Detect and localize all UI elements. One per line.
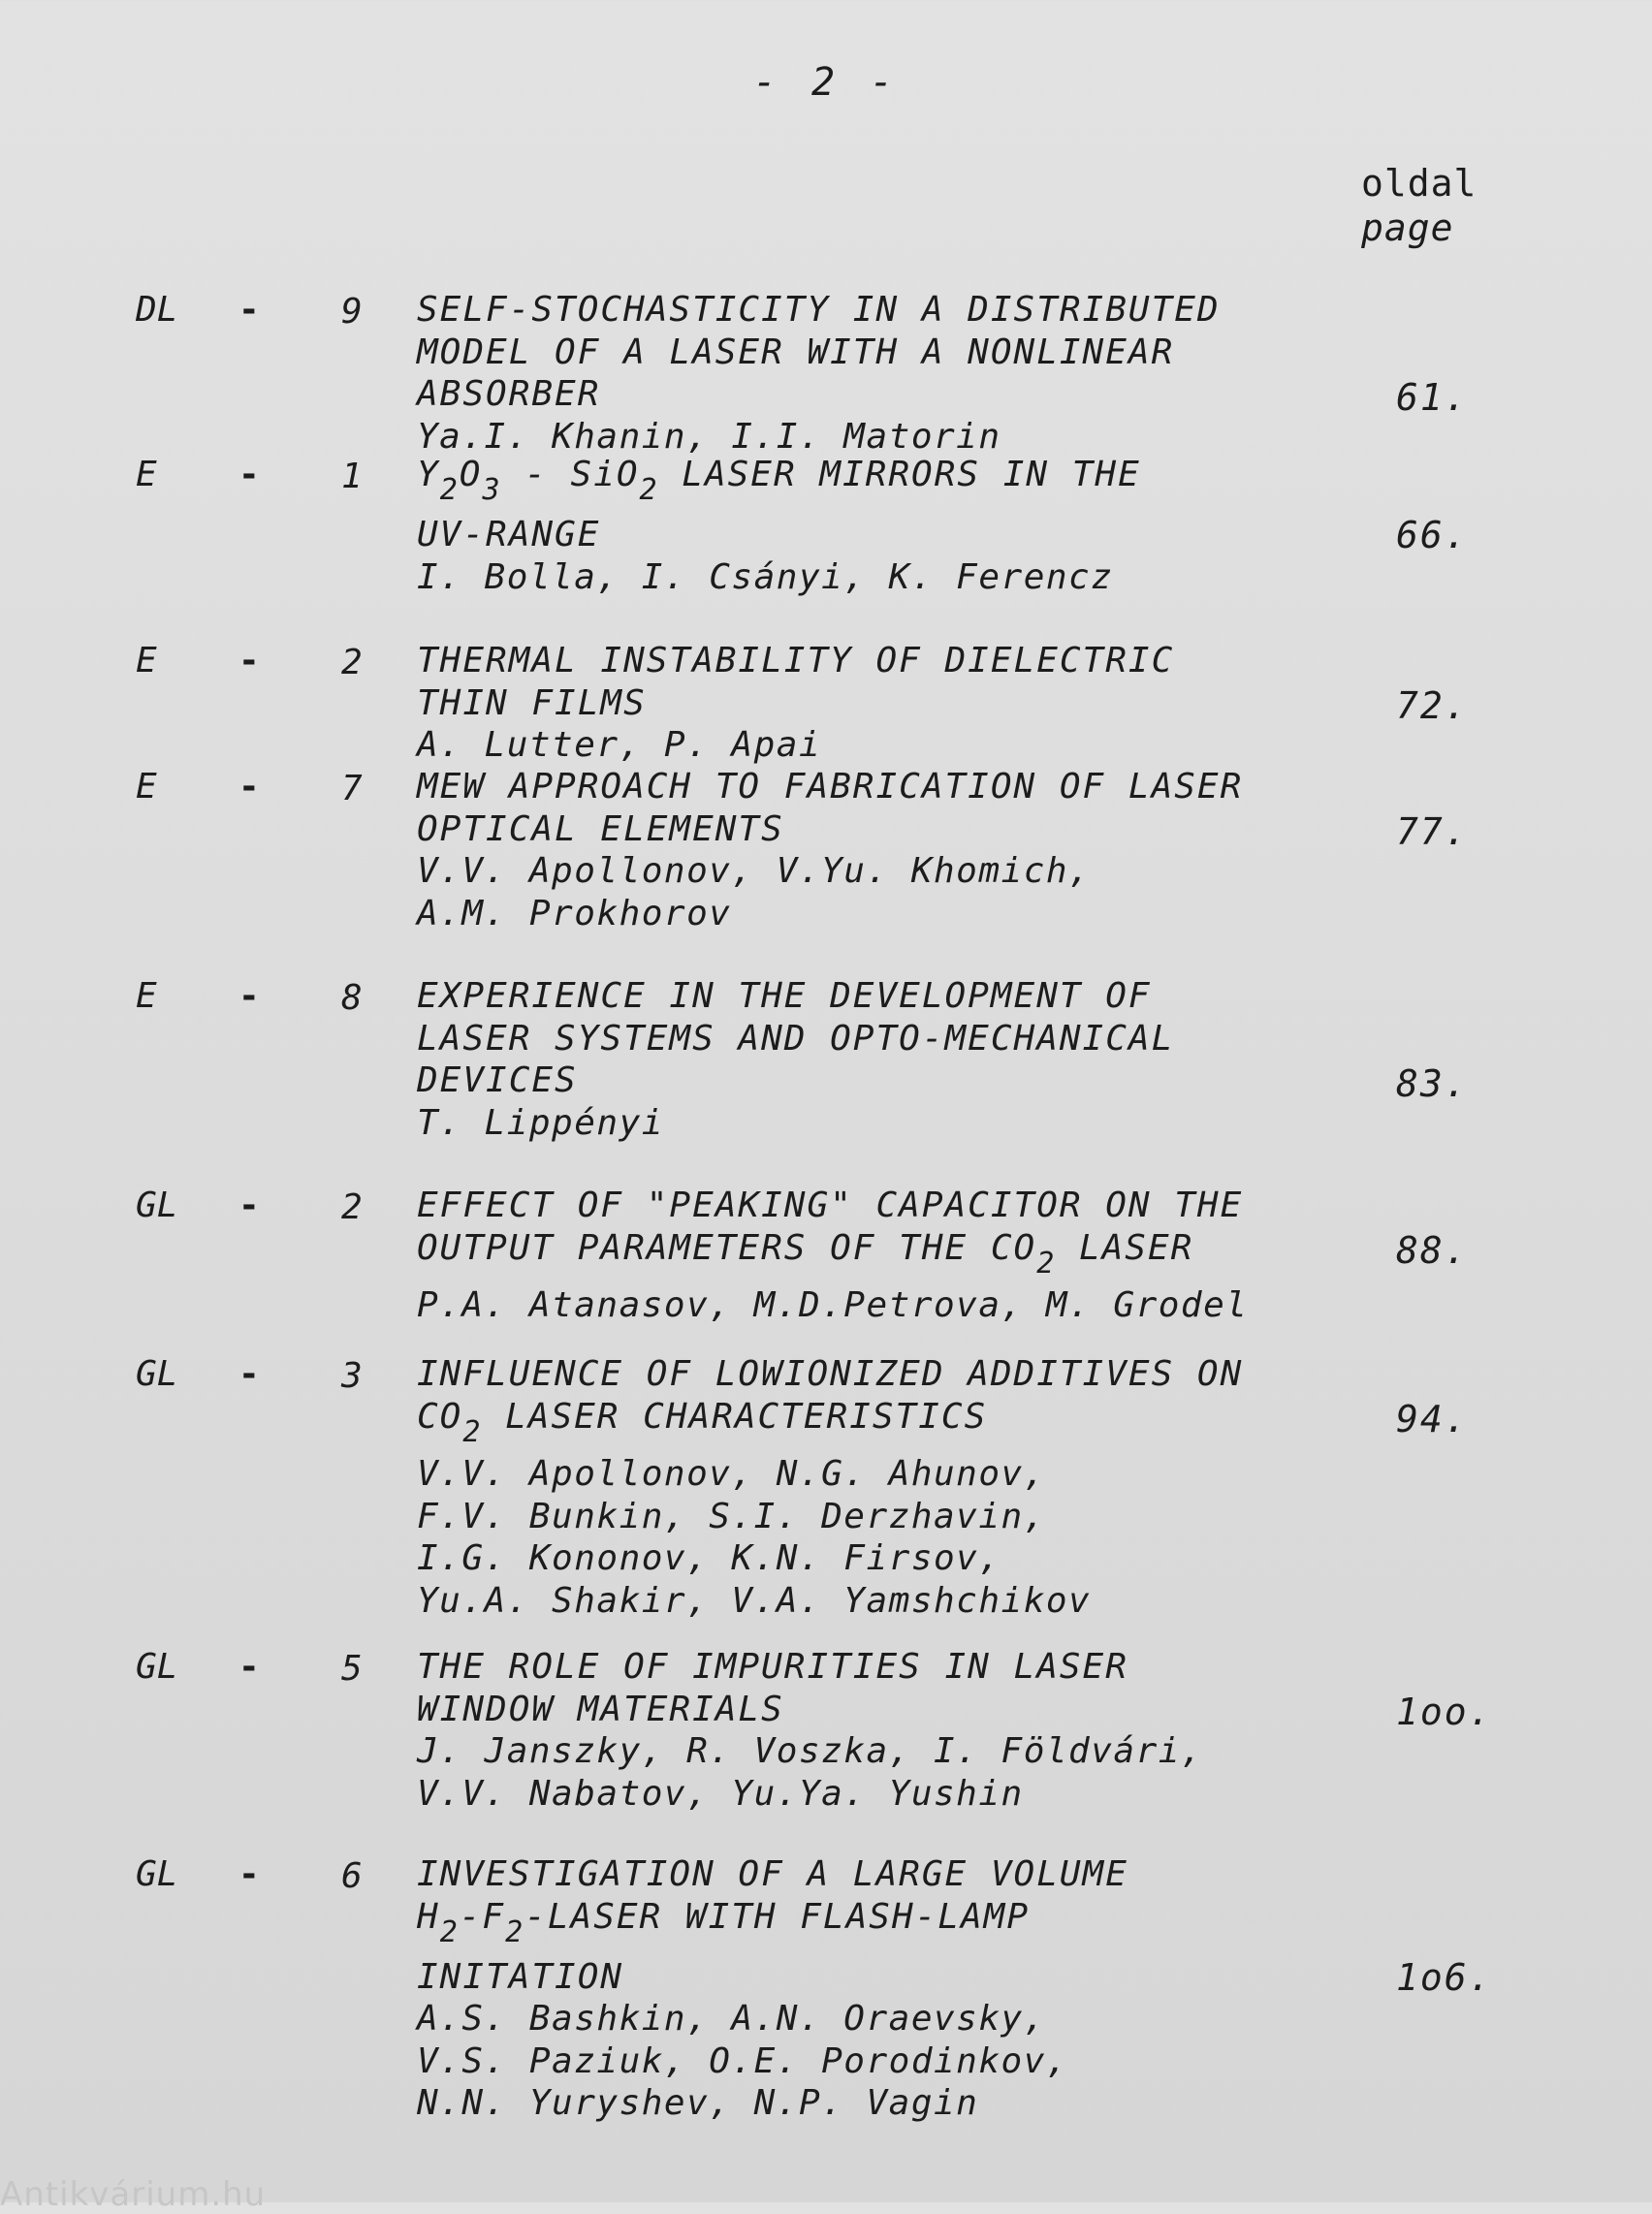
entry-title-line: INVESTIGATION OF A LARGE VOLUME: [417, 1854, 1128, 1894]
entry-authors: A.S. Bashkin, A.N. Oraevsky,: [417, 1999, 1046, 2039]
entry-number: 2: [341, 1187, 363, 1227]
entry-authors: P.A. Atanasov, M.D.Petrova, M. Grodel: [417, 1285, 1249, 1325]
entry-authors: V.S. Paziuk, O.E. Porodinkov,: [417, 2040, 1069, 2081]
entry-title-line: LASER SYSTEMS AND OPTO-MECHANICAL: [417, 1018, 1175, 1059]
entry-authors: Ya.I. Khanin, I.I. Matorin: [417, 416, 1001, 457]
entry-number: 7: [341, 769, 363, 808]
entry-code: E: [136, 455, 157, 494]
entry-code: E: [136, 767, 157, 807]
entry-page: 77.: [1396, 810, 1469, 853]
entry-code: DL: [136, 290, 178, 330]
entry-page: 61.: [1396, 376, 1469, 419]
entry-page: 1o6.: [1396, 1956, 1493, 1999]
entry-number: 2: [341, 643, 363, 682]
entry-title-formula-line: $Y_2O_3 - SiO_2$ LASER MIRRORS IN THE: [417, 455, 1141, 507]
entry-page: 94.: [1396, 1398, 1469, 1440]
entry-title-line: UV-RANGE: [417, 515, 601, 554]
entry-dash: -: [238, 767, 260, 807]
entry-number: 1: [341, 457, 363, 496]
entry-dash: -: [238, 290, 260, 330]
entry-title-line: INITATION: [417, 1956, 624, 1997]
entry-title-line: THIN FILMS: [417, 682, 647, 723]
entry-page: 72.: [1396, 684, 1469, 727]
entry-authors: T. Lippényi: [417, 1102, 664, 1143]
entry-authors: Yu.A. Shakir, V.A. Yamshchikov: [417, 1580, 1092, 1621]
entry-title-line: MEW APPROACH TO FABRICATION OF LASER: [417, 767, 1244, 807]
entry-code: GL: [136, 1647, 178, 1687]
entry-page: 88.: [1396, 1229, 1469, 1272]
entry-title-line: SELF-STOCHASTICITY IN A DISTRIBUTED: [417, 290, 1221, 330]
entry-authors: V.V. Apollonov, N.G. Ahunov,: [417, 1454, 1046, 1494]
page-number: - 2 -: [752, 60, 900, 105]
entry-code: E: [136, 641, 157, 680]
page-label-english: page: [1361, 206, 1454, 249]
entry-page: 1oo.: [1396, 1691, 1493, 1733]
entry-title-line: THE ROLE OF IMPURITIES IN LASER: [417, 1647, 1128, 1687]
entry-code: GL: [136, 1186, 178, 1225]
entry-title-line: WINDOW MATERIALS: [417, 1689, 784, 1729]
entry-number: 9: [341, 292, 363, 332]
entry-authors: I. Bolla, I. Csányi, K. Ferencz: [417, 556, 1114, 597]
entry-dash: -: [238, 1854, 260, 1894]
page-label-hungarian: oldal: [1361, 162, 1477, 205]
entry-dash: -: [238, 455, 260, 494]
entry-dash: -: [238, 1186, 260, 1225]
entry-title-line: OPTICAL ELEMENTS: [417, 808, 784, 849]
entry-authors: I.G. Kononov, K.N. Firsov,: [417, 1538, 1001, 1578]
entry-dash: -: [238, 1647, 260, 1687]
entry-title-formula-line: $CO_2$ LASER CHARACTERISTICS: [417, 1396, 988, 1449]
entry-code: GL: [136, 1854, 178, 1894]
entry-authors: J. Janszky, R. Voszka, I. Földvári,: [417, 1731, 1204, 1771]
entry-number: 3: [341, 1356, 363, 1396]
entry-dash: -: [238, 1354, 260, 1394]
entry-dash: -: [238, 641, 260, 680]
entry-authors: V.V. Nabatov, Yu.Ya. Yushin: [417, 1773, 1024, 1814]
entry-dash: -: [238, 976, 260, 1016]
entry-title-line: DEVICES: [417, 1060, 578, 1100]
entry-authors: A.M. Prokhorov: [417, 893, 732, 933]
entry-title-formula-line: OUTPUT PARAMETERS OF THE $CO_2$ LASER: [417, 1227, 1194, 1281]
entry-authors: V.V. Apollonov, V.Yu. Khomich,: [417, 851, 1092, 891]
entry-title-line: EFFECT OF "PEAKING" CAPACITOR ON THE: [417, 1186, 1244, 1225]
entry-authors: A. Lutter, P. Apai: [417, 725, 822, 765]
entry-title-line: EXPERIENCE IN THE DEVELOPMENT OF: [417, 976, 1152, 1016]
entry-title-line: INFLUENCE OF LOWIONIZED ADDITIVES ON: [417, 1354, 1244, 1394]
entry-title-line: THERMAL INSTABILITY OF DIELECTRIC: [417, 641, 1175, 680]
entry-code: E: [136, 976, 157, 1016]
entry-number: 5: [341, 1649, 363, 1689]
entry-number: 8: [341, 978, 363, 1018]
entry-title-formula-line: $H_2-F_2$-LASER WITH FLASH-LAMP: [417, 1896, 1030, 1949]
entry-page: 83.: [1396, 1062, 1469, 1105]
page-column-header: [1361, 161, 1477, 250]
entry-authors: F.V. Bunkin, S.I. Derzhavin,: [417, 1496, 1046, 1536]
watermark-text: Antikvárium.hu: [0, 2175, 267, 2214]
entry-page: 66.: [1396, 514, 1469, 556]
entry-title-line: MODEL OF A LASER WITH A NONLINEAR: [417, 332, 1175, 372]
entry-number: 6: [341, 1856, 363, 1896]
entry-title-line: ABSORBER: [417, 374, 601, 414]
entry-code: GL: [136, 1354, 178, 1394]
entry-authors: N.N. Yuryshev, N.P. Vagin: [417, 2083, 979, 2123]
